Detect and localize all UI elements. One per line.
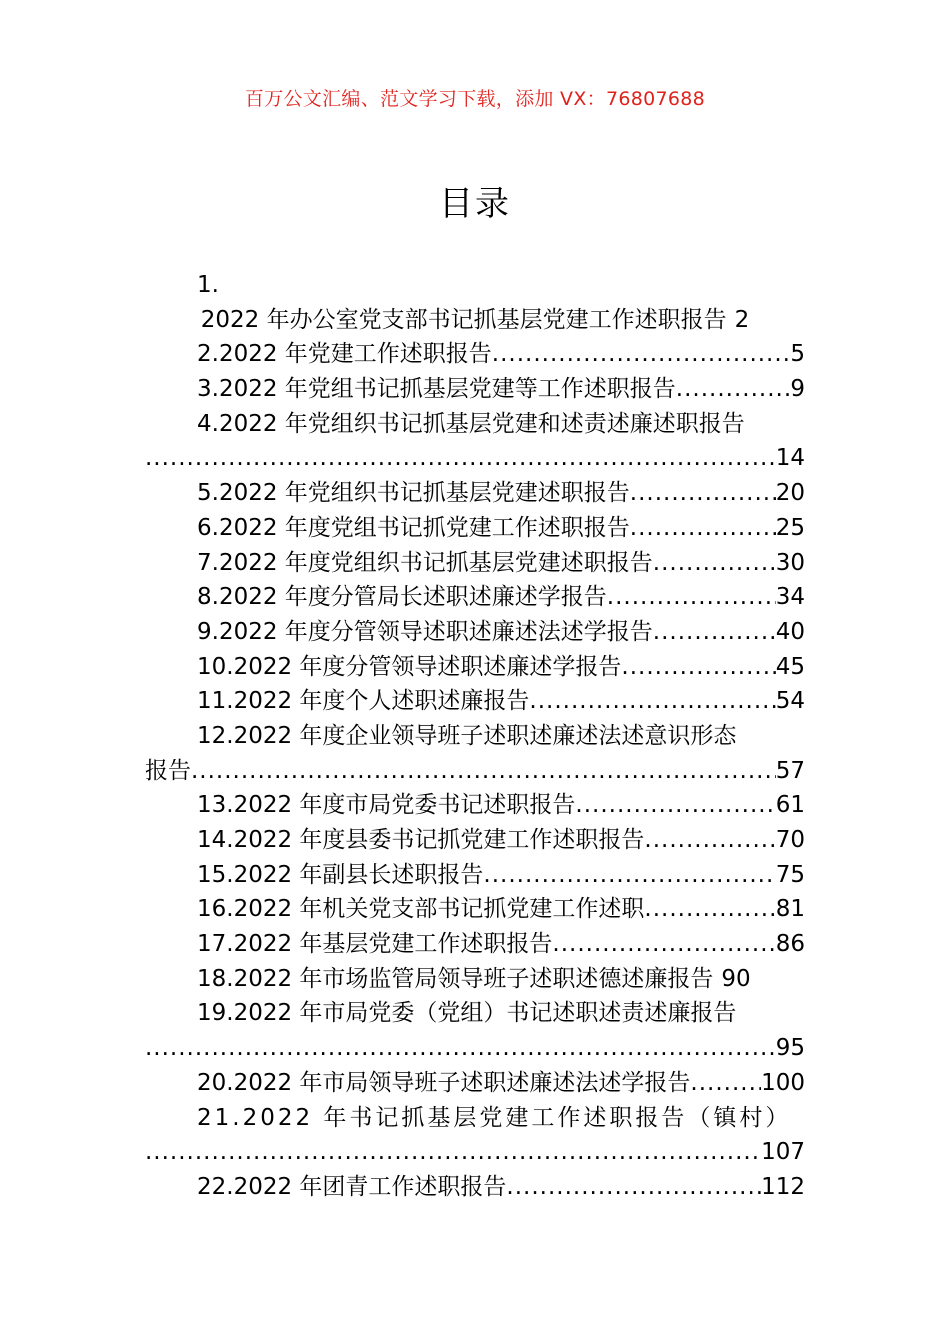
toc-entry-page: 45 [775,653,805,680]
page-title: 目录 [439,184,511,224]
toc-entry-page: 61 [775,792,805,819]
toc-leader-dots [690,1066,761,1101]
toc-entry-continuation[interactable] [145,441,805,476]
toc-entry-title: 18.2022 年市场监管局领导班子述职述德述廉报告 [197,965,714,992]
toc-entry[interactable] [145,650,805,685]
toc-entry[interactable] [145,372,805,407]
toc-entry[interactable] [145,546,805,581]
toc-entry-title: 21.2022 年书记抓基层党建工作述职报告（镇村） [197,1104,792,1131]
toc-entry-page: 9 [790,376,805,403]
toc-entry[interactable] [145,580,805,615]
toc-entry-title-continuation: 报告 [145,757,191,784]
toc-leader-dots [644,823,775,858]
toc-entry[interactable] [145,407,805,442]
toc-entry[interactable] [145,996,805,1031]
toc-entry[interactable] [145,823,805,858]
toc-entry-number [145,268,805,303]
toc-leader-dots [653,615,776,650]
toc-entry-title: 11.2022 年度个人述职述廉报告 [197,688,530,715]
toc-entry-title: 5.2022 年党组织书记抓基层党建述职报告 [197,480,630,507]
header-watermark-note: 百万公文汇编、范文学习下载，添加 VX：76807688 [244,88,706,110]
toc-leader-dots [676,372,791,407]
toc-leader-dots [529,684,775,719]
toc-entry-title: 9.2022 年度分管领导述职述廉述法述学报告 [197,618,653,645]
toc-entry-page: 112 [761,1173,805,1200]
toc-entry[interactable] [145,684,805,719]
table-of-contents [145,268,805,1205]
toc-leader-dots [145,441,776,476]
toc-leader-dots [145,1135,761,1170]
toc-entry-title: 12.2022 年度企业领导班子述职述廉述法述意识形态 [197,722,737,749]
toc-entry[interactable] [145,337,805,372]
toc-entry-page: 30 [775,549,805,576]
toc-entry-continuation[interactable] [145,754,805,789]
toc-entry[interactable] [145,892,805,927]
toc-entry-1-page: 2 [734,306,750,333]
toc-leader-dots [575,788,775,823]
toc-entry-title: 14.2022 年度县委书记抓党建工作述职报告 [197,827,645,853]
toc-leader-dots [492,337,791,372]
toc-entry-title: 3.2022 年党组书记抓基层党建等工作述职报告 [197,376,676,403]
toc-entry-title: 2.2022 年党建工作述职报告 [197,341,492,368]
toc-entry[interactable] [145,962,805,997]
toc-leader-dots [630,476,776,511]
toc-entry-page: 57 [775,757,805,784]
toc-entry-page: 25 [775,514,805,541]
toc-entry-page: 90 [721,965,751,992]
toc-entry[interactable] [145,1066,805,1101]
toc-entry[interactable] [145,615,805,650]
toc-leader-dots [191,754,776,789]
toc-entry-page: 40 [775,618,805,645]
toc-entry-1-title: 2022 年办公室党支部书记抓基层党建工作述职报告 [200,306,727,333]
toc-entry-title: 20.2022 年市局领导班子述职述廉述法述学报告 [197,1069,691,1096]
toc-entry-continuation[interactable] [145,1135,805,1170]
toc-entry-title: 17.2022 年基层党建工作述职报告 [197,931,553,958]
toc-entry-page: 100 [761,1069,805,1096]
toc-entry-continuation[interactable] [145,1031,805,1066]
toc-entry-page: 20 [775,480,805,507]
toc-entry-page: 54 [775,688,805,715]
toc-entry-page: 70 [775,827,805,853]
toc-leader-dots [653,546,776,581]
toc-entry-title: 22.2022 年团青工作述职报告 [197,1173,507,1200]
toc-entry-page: 95 [775,1035,805,1062]
toc-entry-title: 13.2022 年度市局党委书记述职报告 [197,792,576,819]
toc-entry-page: 75 [775,861,805,888]
toc-entry-title: 16.2022 年机关党支部书记抓党建工作述职 [197,896,645,923]
toc-entry-page: 14 [775,445,805,472]
toc-entry-title: 8.2022 年度分管局长述职述廉述学报告 [197,584,607,611]
toc-entry-title: 7.2022 年度党组织书记抓基层党建述职报告 [197,549,653,576]
toc-entry-1-number: 1. [197,272,219,298]
toc-entry[interactable] [145,1170,805,1205]
toc-entry-title: 4.2022 年党组织书记抓基层党建和述责述廉述职报告 [197,410,745,437]
toc-entry[interactable] [145,719,805,754]
toc-leader-dots [630,511,776,546]
toc-entry[interactable] [145,927,805,962]
toc-leader-dots [483,858,775,893]
toc-entry-page: 107 [761,1139,805,1166]
toc-entry[interactable] [145,476,805,511]
toc-leader-dots [621,650,775,685]
toc-leader-dots [644,892,775,927]
toc-entry[interactable] [145,303,805,338]
toc-entry-page: 34 [775,584,805,611]
toc-leader-dots [145,1031,776,1066]
toc-entry-page: 5 [790,341,805,368]
toc-entry-title: 10.2022 年度分管领导述职述廉述学报告 [197,653,622,680]
toc-entry[interactable] [145,788,805,823]
toc-entry[interactable] [145,1101,805,1136]
toc-entry-page: 81 [775,896,805,923]
toc-leader-dots [506,1170,761,1205]
toc-entry[interactable] [145,511,805,546]
toc-leader-dots [607,580,776,615]
toc-leader-dots [552,927,775,962]
toc-entry[interactable] [145,858,805,893]
toc-entry-title: 19.2022 年市局党委（党组）书记述职述责述廉报告 [197,1000,737,1027]
toc-entry-title: 6.2022 年度党组书记抓党建工作述职报告 [197,514,630,541]
toc-entry-title: 15.2022 年副县长述职报告 [197,861,484,888]
toc-entry-page: 86 [775,931,805,958]
